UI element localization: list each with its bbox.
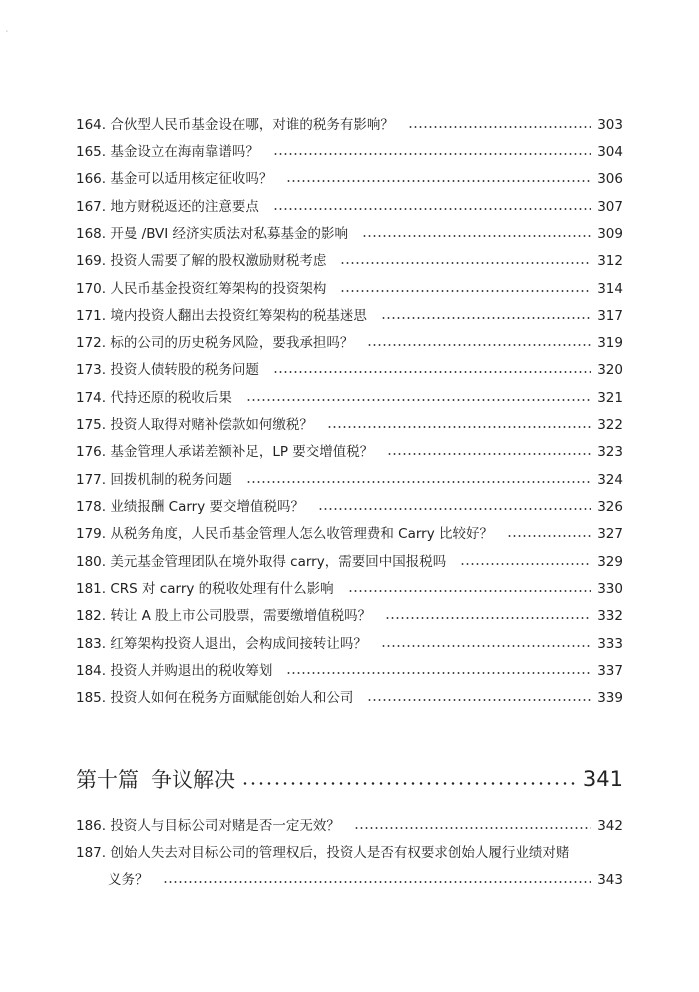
toc-entry-page: 309 xyxy=(597,226,623,242)
dot-leader xyxy=(348,590,592,592)
toc-entry-page: 327 xyxy=(597,526,623,542)
toc-entry-179[interactable] xyxy=(76,521,623,547)
toc-entry-page: 343 xyxy=(597,872,623,888)
dot-leader xyxy=(340,262,591,264)
dot-leader xyxy=(507,535,591,537)
scan-mark: ’ xyxy=(6,30,8,37)
dot-leader xyxy=(340,290,591,292)
toc-entry-page: 304 xyxy=(597,144,623,160)
dot-leader xyxy=(273,153,591,155)
dot-leader xyxy=(286,180,591,182)
toc-entry-title: 170. 人民币基金投资红筹架构的投资架构 xyxy=(76,281,327,297)
dot-leader xyxy=(318,508,591,510)
toc-entry-title: 171. 境内投资人翻出去投资红筹架构的税基迷思 xyxy=(76,308,367,324)
toc-entry-page: 329 xyxy=(597,554,623,570)
toc-entry-172[interactable] xyxy=(76,330,623,356)
toc-entry-title: 175. 投资人取得对赌补偿款如何缴税？ xyxy=(76,417,313,433)
dot-leader xyxy=(387,453,591,455)
toc-entry-page: 307 xyxy=(597,199,623,215)
toc-entry-177[interactable] xyxy=(76,467,623,493)
dot-leader xyxy=(163,881,592,883)
toc-entry-170[interactable] xyxy=(76,276,623,302)
toc-entry-182[interactable] xyxy=(76,603,623,629)
toc-entry-title: 173. 投资人债转股的税务问题 xyxy=(76,362,259,378)
dot-leader xyxy=(362,235,591,237)
toc-entry-178[interactable] xyxy=(76,494,623,520)
toc-entry-title: 176. 基金管理人承诺差额补足，LP 要交增值税？ xyxy=(76,444,374,460)
dot-leader xyxy=(385,617,591,619)
toc-entry-187-continued[interactable] xyxy=(108,867,623,893)
toc-entry-title: 172. 标的公司的历史税务风险，要我承担吗？ xyxy=(76,335,354,351)
dot-leader xyxy=(273,208,591,210)
toc-entry-title: 180. 美元基金管理团队在境外取得 carry，需要回中国报税吗 xyxy=(76,554,447,570)
toc-entry-167[interactable] xyxy=(76,194,623,220)
toc-entry-title: 186. 投资人与目标公司对赌是否一定无效？ xyxy=(76,818,340,834)
toc-entry-186[interactable] xyxy=(76,813,623,839)
toc-entry-title: 184. 投资人并购退出的税收筹划 xyxy=(76,663,273,679)
toc-entry-183[interactable] xyxy=(76,631,623,657)
toc-entry-page: 324 xyxy=(597,472,623,488)
dot-leader xyxy=(241,782,575,785)
toc-entry-page: 303 xyxy=(597,117,623,133)
dot-leader xyxy=(354,827,591,829)
dot-leader xyxy=(273,371,591,373)
toc-entry-169[interactable] xyxy=(76,248,623,274)
dot-leader xyxy=(460,563,591,565)
section-number: 第十篇 xyxy=(76,768,139,792)
dot-leader xyxy=(246,481,591,483)
toc-entry-page: 317 xyxy=(597,308,623,324)
dot-leader xyxy=(381,317,591,319)
toc-entry-page: 319 xyxy=(597,335,623,351)
toc-entry-176[interactable] xyxy=(76,439,623,465)
toc-entry-title: 174. 代持还原的税收后果 xyxy=(76,390,232,406)
toc-entry-title: 167. 地方财税返还的注意要点 xyxy=(76,199,259,215)
toc-entry-title: 165. 基金设立在海南靠谱吗？ xyxy=(76,144,259,160)
toc-entry-page: 322 xyxy=(597,417,623,433)
toc-entry-title: 177. 回拨机制的税务问题 xyxy=(76,472,232,488)
dot-leader xyxy=(286,672,591,674)
dot-leader xyxy=(408,126,591,128)
toc-entry-166[interactable] xyxy=(76,166,623,192)
toc-entry-173[interactable] xyxy=(76,357,623,383)
toc-entry-title: 181. CRS 对 carry 的税收处理有什么影响 xyxy=(76,581,334,597)
toc-entry-168[interactable] xyxy=(76,221,623,247)
toc-entry-page: 326 xyxy=(597,499,623,515)
toc-entry-184[interactable] xyxy=(76,658,623,684)
toc-entry-page: 312 xyxy=(597,253,623,269)
toc-entry-title: 178. 业绩报酬 Carry 要交增值税吗？ xyxy=(76,499,304,515)
toc-entry-title: 169. 投资人需要了解的股权激励财税考虑 xyxy=(76,253,327,269)
toc-entry-174[interactable] xyxy=(76,385,623,411)
section-heading[interactable] xyxy=(76,762,623,796)
toc-entry-165[interactable] xyxy=(76,139,623,165)
toc-entry-title: 166. 基金可以适用核定征收吗？ xyxy=(76,171,273,187)
toc-entry-171[interactable] xyxy=(76,303,623,329)
dot-leader xyxy=(327,426,591,428)
toc-entry-title: 168. 开曼 /BVI 经济实质法对私募基金的影响 xyxy=(76,226,349,242)
toc-entry-164[interactable] xyxy=(76,112,623,138)
toc-entry-title: 183. 红筹架构投资人退出，会构成间接转让吗？ xyxy=(76,636,367,652)
toc-entry-title: 164. 合伙型人民币基金设在哪，对谁的税务有影响？ xyxy=(76,117,394,133)
section-title: 争议解决 xyxy=(151,768,235,792)
toc-entry-page: 306 xyxy=(597,171,623,187)
toc-entry-title: 187. 创始人失去对目标公司的管理权后，投资人是否有权要求创始人履行业绩对赌 xyxy=(76,845,570,861)
dot-leader xyxy=(367,344,591,346)
toc-entry-page: 321 xyxy=(597,390,623,406)
toc-entry-page: 320 xyxy=(597,362,623,378)
section-page: 341 xyxy=(582,767,623,791)
dot-leader xyxy=(367,699,591,701)
toc-entry-page: 342 xyxy=(597,818,623,834)
toc-entry-180[interactable] xyxy=(76,549,623,575)
toc-entry-page: 330 xyxy=(597,581,623,597)
toc-entry-page: 332 xyxy=(597,608,623,624)
toc-entry-187[interactable] xyxy=(76,840,623,866)
toc-entry-175[interactable] xyxy=(76,412,623,438)
toc-entry-page: 323 xyxy=(597,444,623,460)
toc-entry-title: 179. 从税务角度，人民币基金管理人怎么收管理费和 Carry 比较好？ xyxy=(76,526,493,542)
toc-entry-page: 314 xyxy=(597,281,623,297)
toc-entry-title: 185. 投资人如何在税务方面赋能创始人和公司 xyxy=(76,690,354,706)
toc-entry-title-continued: 义务？ xyxy=(108,872,149,888)
toc-entry-181[interactable] xyxy=(76,576,623,602)
toc-entry-185[interactable] xyxy=(76,685,623,711)
dot-leader xyxy=(246,399,591,401)
toc-entry-page: 339 xyxy=(597,690,623,706)
toc-entry-page: 333 xyxy=(597,636,623,652)
dot-leader xyxy=(381,645,591,647)
toc-entry-title: 182. 转让 A 股上市公司股票，需要缴增值税吗？ xyxy=(76,608,372,624)
toc-entry-page: 337 xyxy=(597,663,623,679)
